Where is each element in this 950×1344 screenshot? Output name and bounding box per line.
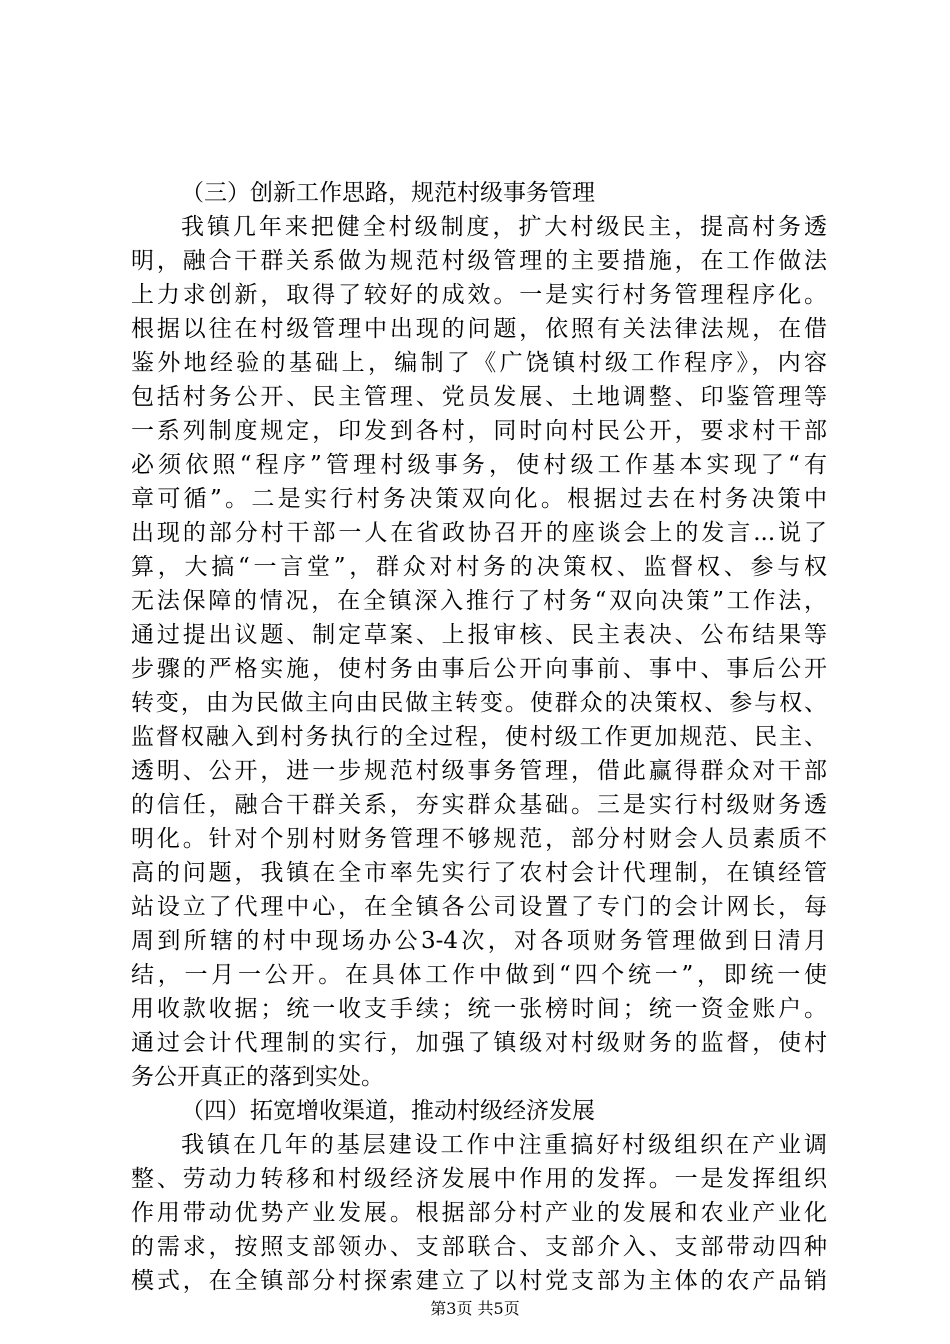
paragraph-line: 务公开真正的落到实处。: [131, 1064, 384, 1090]
paragraph-line: 出现的部分村干部一人在省政协召开的座谈会上的发言...说了: [131, 520, 827, 546]
paragraph-line: 明化。针对个别村财务管理不够规范，部分村财会人员素质不: [131, 826, 827, 852]
paragraph-line: 模式，在全镇部分村探索建立了以村党支部为主体的农产品销: [131, 1268, 827, 1294]
paragraph-line: 一系列制度规定，印发到各村，同时向村民公开，要求村干部: [131, 418, 827, 444]
paragraph-line: 用收款收据；统一收支手续；统一张榜时间；统一资金账户。: [131, 996, 827, 1022]
paragraph-line: 的需求，按照支部领办、支部联合、支部介入、支部带动四种: [131, 1234, 827, 1260]
body-text: [131, 176, 827, 1298]
paragraph-line: 章可循”。二是实行村务决策双向化。根据过去在村务决策中: [131, 486, 827, 512]
paragraph-line: 明，融合干群关系做为规范村级管理的主要措施，在工作做法: [131, 248, 827, 274]
paragraph-line: 我镇在几年的基层建设工作中注重搞好村级组织在产业调: [181, 1132, 827, 1158]
paragraph-line: 结，一月一公开。在具体工作中做到“四个统一”，即统一使: [131, 962, 827, 988]
paragraph-line: 转变，由为民做主向由民做主转变。使群众的决策权、参与权、: [131, 690, 827, 716]
paragraph-line: 鉴外地经验的基础上，编制了《广饶镇村级工作程序》，内容: [131, 350, 827, 376]
section-heading: （四）拓宽增收渠道，推动村级经济发展: [181, 1098, 595, 1124]
paragraph-line: 根据以往在村级管理中出现的问题，依照有关法律法规，在借: [131, 316, 827, 342]
paragraph-line: 监督权融入到村务执行的全过程，使村级工作更加规范、民主、: [131, 724, 827, 750]
paragraph-line: 我镇几年来把健全村级制度，扩大村级民主，提高村务透: [181, 214, 827, 240]
paragraph-line: 整、劳动力转移和村级经济发展中作用的发挥。一是发挥组织: [131, 1166, 827, 1192]
paragraph-line: 步骤的严格实施，使村务由事后公开向事前、事中、事后公开: [131, 656, 827, 682]
paragraph-line: 上力求创新，取得了较好的成效。一是实行村务管理程序化。: [131, 282, 827, 308]
paragraph-line: 通过会计代理制的实行，加强了镇级对村级财务的监督，使村: [131, 1030, 827, 1056]
paragraph-line: 无法保障的情况，在全镇深入推行了村务“双向决策”工作法，: [131, 588, 827, 614]
paragraph-line: 站设立了代理中心，在全镇各公司设置了专门的会计网长，每: [131, 894, 827, 920]
paragraph-line: 作用带动优势产业发展。根据部分村产业的发展和农业产业化: [131, 1200, 827, 1226]
paragraph-line: 透明、公开，进一步规范村级事务管理，借此赢得群众对干部: [131, 758, 827, 784]
section-heading: （三）创新工作思路，规范村级事务管理: [181, 180, 595, 206]
paragraph-line: 必须依照“程序”管理村级事务，使村级工作基本实现了“有: [131, 452, 827, 478]
page-footer: 第3页 共5页: [430, 1299, 520, 1318]
paragraph-line: 的信任，融合干群关系，夯实群众基础。三是实行村级财务透: [131, 792, 827, 818]
paragraph-line: 算，大搞“一言堂”，群众对村务的决策权、监督权、参与权: [131, 554, 827, 580]
paragraph-line: 高的问题，我镇在全市率先实行了农村会计代理制，在镇经管: [131, 860, 827, 886]
paragraph-line: 周到所辖的村中现场办公3-4次，对各项财务管理做到日清月: [131, 928, 827, 954]
paragraph-line: 包括村务公开、民主管理、党员发展、土地调整、印鉴管理等: [131, 384, 827, 410]
paragraph-line: 通过提出议题、制定草案、上报审核、民主表决、公布结果等: [131, 622, 827, 648]
